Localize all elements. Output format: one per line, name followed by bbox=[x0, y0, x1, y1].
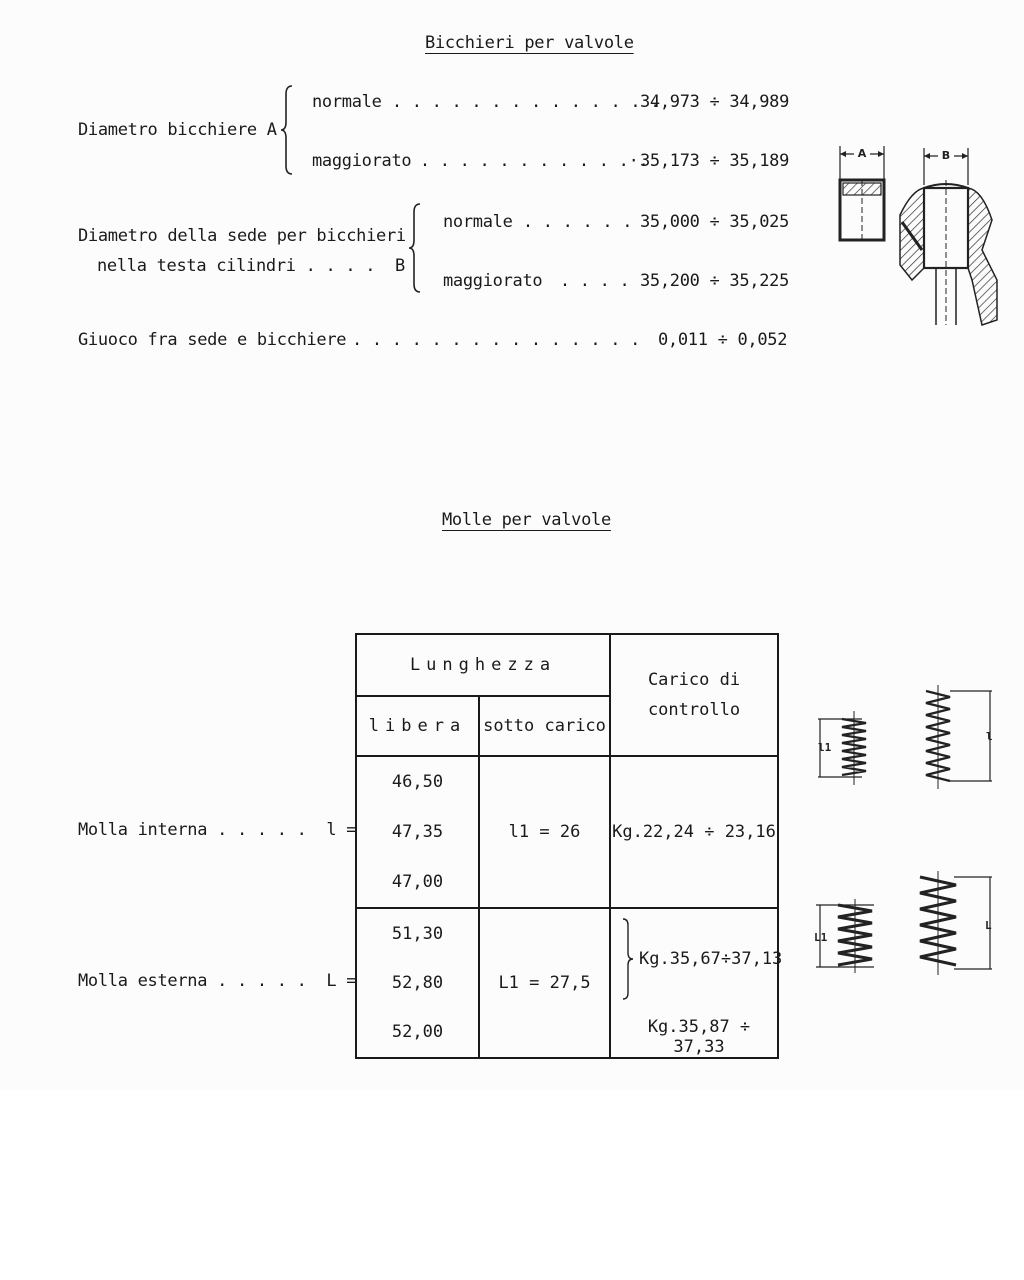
interna-libera-cell bbox=[356, 756, 479, 908]
esterna-sotto-carico-cell bbox=[479, 908, 610, 1058]
header-libera-text: libera bbox=[368, 716, 467, 736]
sede-maggiorato-value: 35,200 ÷ 35,225 bbox=[640, 271, 790, 291]
bicchiere-normale-leader: . . . . . . . . . . . . . . bbox=[382, 92, 661, 112]
bicchiere-normale-label: normale bbox=[312, 92, 382, 112]
sede-maggiorato-leader: . . . . bbox=[540, 271, 630, 291]
brace-sede bbox=[406, 202, 426, 294]
header-sotto-carico-text: sotto carico bbox=[483, 716, 606, 736]
esterna-carico-value-1: Kg.35,67÷37,13 bbox=[639, 949, 783, 969]
header-lunghezza-text: Lunghezza bbox=[409, 655, 557, 675]
header-carico-text: Carico di controllo bbox=[647, 670, 741, 720]
section-title-bicchieri: Bicchieri per valvole bbox=[425, 33, 634, 53]
figure-label-b: B bbox=[941, 149, 951, 162]
interna-carico-cell bbox=[610, 756, 778, 908]
brace-bicchiere bbox=[278, 84, 298, 176]
outer-spring-free bbox=[920, 871, 992, 975]
header-lunghezza bbox=[356, 634, 610, 696]
interna-sotto-carico-cell bbox=[479, 756, 610, 908]
bicchiere-maggiorato-label: maggiorato bbox=[312, 151, 412, 171]
molle-table bbox=[355, 633, 783, 1059]
header-carico bbox=[610, 634, 778, 756]
brace-carico bbox=[621, 917, 635, 1001]
springs-figure bbox=[810, 685, 1010, 975]
inner-spring-free bbox=[926, 685, 993, 789]
interna-libera-value: 47,35 bbox=[391, 822, 444, 842]
sede-normale-leader: . . . . . . bbox=[513, 212, 633, 232]
bicchiere-normale-value: 34,973 ÷ 34,989 bbox=[640, 92, 790, 112]
sede-maggiorato-label: maggiorato bbox=[443, 271, 543, 291]
sede-normale-label: normale bbox=[443, 212, 513, 232]
figure-label-L: L bbox=[985, 919, 992, 932]
molla-esterna-label: Molla esterna . . . . . L = bbox=[78, 971, 357, 991]
esterna-libera-value: 51,30 bbox=[391, 923, 444, 944]
sede-normale-value: 35,000 ÷ 35,025 bbox=[640, 212, 790, 232]
figure-label-L1: L1 bbox=[814, 931, 828, 944]
section-title-molle: Molle per valvole bbox=[442, 510, 611, 530]
interna-libera-value: 46,50 bbox=[391, 772, 444, 792]
header-sotto-carico bbox=[479, 696, 610, 756]
esterna-libera-value: 52,00 bbox=[391, 1022, 444, 1043]
interna-sotto-carico-value: l1 = 26 bbox=[508, 822, 581, 842]
interna-carico-value: Kg.22,24 ÷ 23,16 bbox=[612, 822, 776, 842]
figure-label-l1: l1 bbox=[818, 741, 832, 754]
bicchiere-sede-figure bbox=[832, 140, 1007, 330]
interna-libera-value: 47,00 bbox=[391, 872, 444, 892]
molla-interna-label: Molla interna . . . . . l = bbox=[78, 820, 357, 840]
diametro-sede-label-line2: nella testa cilindri . . . . B bbox=[97, 256, 405, 276]
esterna-carico-cell bbox=[610, 908, 783, 1058]
bicchiere-maggiorato-leader: . . . . . . . . . . .·. bbox=[410, 151, 649, 171]
giuoco-leader: . . . . . . . . . . . . . . . bbox=[352, 330, 641, 350]
esterna-sotto-carico-value: L1 = 27,5 bbox=[498, 973, 591, 993]
diametro-sede-label-line1: Diametro della sede per bicchieri bbox=[78, 226, 406, 246]
figure-label-a: A bbox=[857, 147, 867, 160]
header-libera bbox=[356, 696, 479, 756]
esterna-carico-value-2: Kg.35,87 ÷ 37,33 bbox=[647, 1017, 751, 1057]
bicchiere-maggiorato-value: 35,173 ÷ 35,189 bbox=[640, 151, 790, 171]
giuoco-value: 0,011 ÷ 0,052 bbox=[658, 330, 788, 350]
outer-spring-compressed bbox=[814, 899, 874, 973]
inner-spring-compressed bbox=[818, 711, 866, 785]
figure-label-l: l bbox=[986, 730, 993, 743]
giuoco-label: Giuoco fra sede e bicchiere bbox=[78, 330, 347, 350]
diametro-bicchiere-label: Diametro bicchiere A bbox=[78, 120, 277, 140]
esterna-libera-cell bbox=[356, 908, 479, 1058]
esterna-libera-value: 52,80 bbox=[391, 972, 444, 993]
